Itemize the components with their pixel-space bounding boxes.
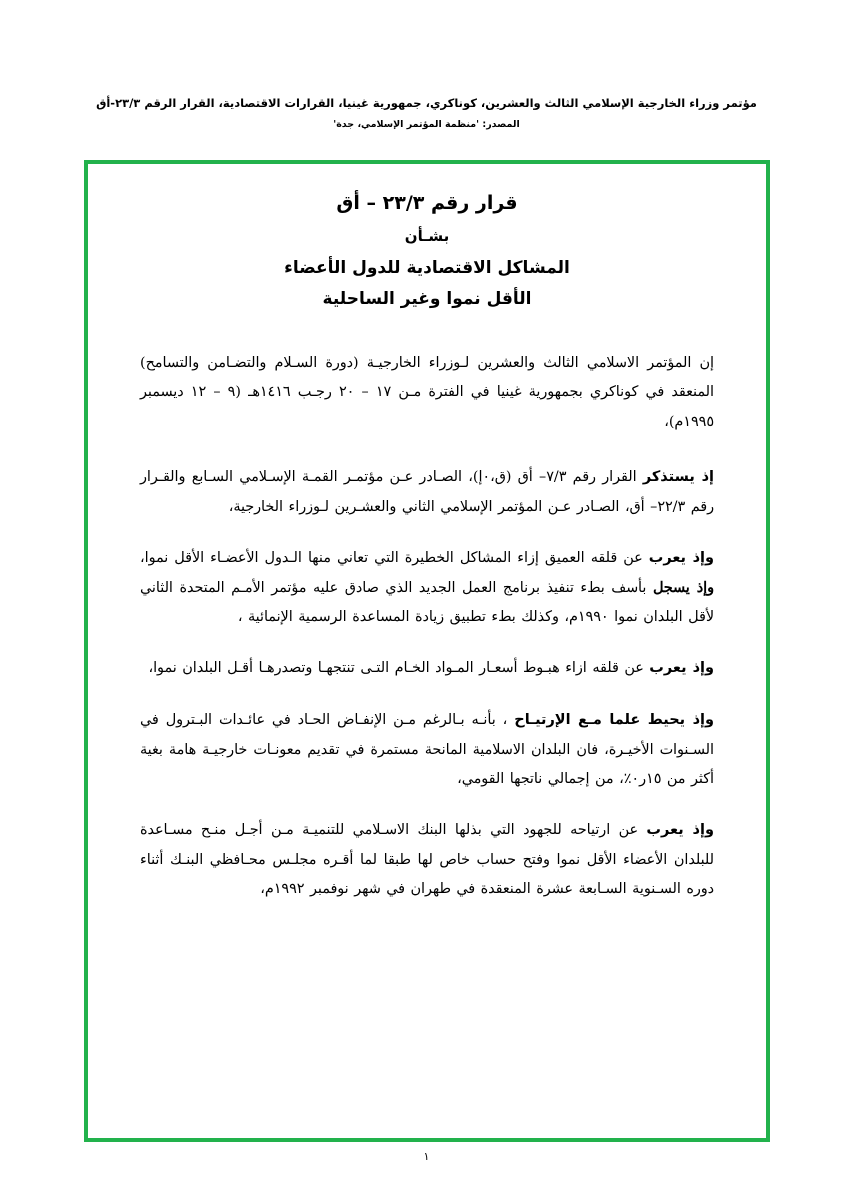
paragraph-expressing-concern-2	[140, 654, 714, 684]
paragraph-noting-with-satisfaction	[140, 706, 714, 794]
page-title: قرار رقم ٢٣/٣ – أق	[336, 192, 518, 214]
paragraph-keyword: وإذ يعرب	[648, 549, 714, 566]
paragraph-idb-efforts	[140, 816, 714, 904]
paragraph-keyword: وإذ يعرب	[646, 822, 714, 839]
title-subject-line-2: الأقل نموا وغير الساحلية	[322, 289, 532, 309]
paragraph-keyword: وإذ يحيط علما مـع الإرتيـاح	[514, 711, 714, 728]
paragraph-text: إن المؤتمر الاسلامي الثالث والعشرين لـوزراء الخارجيـة (دورة السـلام والتضـامن والتسامح) المنعقد في كوناكري بجمهورية غينيا في الفترة مـن ١٧ – ٢٠ رجـب ١٤١٦هـ (٩ – ١٢ ديسمبر ١٩٩٥م)،	[140, 355, 714, 430]
paragraph-preamble	[140, 349, 714, 437]
running-head-line-1: مؤتمر وزراء الخارجية الإسلامي الثالث والعشرين، كوناكري، جمهورية غينيا، القرارات الاقتصادية، القرار الرقم ٢٣/٣-أق	[96, 96, 757, 110]
body-text	[140, 349, 714, 905]
paragraph-expressing-concern-1	[140, 544, 714, 632]
paragraph-text: عن قلقه العميق إزاء المشاكل الخطيرة التي تعاني منها الـدول الأعضـاء الأقل نموا، وإذ يسجل بأسف بطء تنفيذ برنامج العمل الجديد الذي صادق عليه مؤتمر الأمـم المتحدة الثاني لأقل البلدان نموا ١٩٩٠م، وكذلك بطء تطبيق زيادة المساعدة الرسمية الإنمائية ،	[140, 549, 714, 625]
paragraph-keyword: إذ يستذكر	[642, 468, 714, 485]
document-content	[88, 164, 766, 937]
paragraph-keyword: وإذ يعرب	[649, 660, 714, 677]
paragraph-text: ، بأنـه بـالرغم مـن الإنفـاض الحـاد في عائـدات البـترول في السـنوات الأخيـرة، فان البلدان الاسلامية المانحة مستمرة في تقديم معونـات خارجيـة هامة بغية أكثر من ١٥ر٠٪، من إجمالي ناتجها القومي،	[140, 711, 714, 787]
title-subject-label: بشـأن	[404, 227, 450, 245]
page-number: ١	[423, 1150, 430, 1163]
paragraph-text: القرار رقم ٧/٣– أق (ق،٠إ)، الصـادر عـن مؤتمـر القمـة الإسـلامي السـابع والقـرار رقم ٢٢/٣– أق، الصـادر عـن المؤتمر الإسلامي الثاني والعشـرين لـوزراء الخارجية،	[140, 468, 714, 515]
paragraph-text: عن قلقه ازاء هبـوط أسعـار المـواد الخـام التـى تنتجهـا وتصدرهـا أقـل البلدان نموا،	[148, 660, 650, 677]
running-head	[0, 96, 853, 130]
paragraph-text: عن ارتياحه للجهود التي بذلها البنك الاسـلامي للتنميـة مـن أجـل منـح مسـاعدة للبلدان الأعضاء الأقل نموا وفتح حساب خاص لها طبقا لما أقـره مجلـس محـافظي البنـك أثناء دوره السـنوية السـابعة عشرة المنعقدة في طهران في شهر نوفمبر ١٩٩٢م،	[140, 822, 714, 898]
resolution-title	[140, 192, 714, 309]
running-head-line-2: المصدر: 'منظمة المؤتمر الإسلامي، جدة'	[333, 119, 520, 130]
title-subject-line-1: المشاكل الاقتصادية للدول الأعضاء	[284, 258, 570, 278]
paragraph-recalling	[140, 463, 714, 522]
document-frame	[84, 160, 770, 1142]
